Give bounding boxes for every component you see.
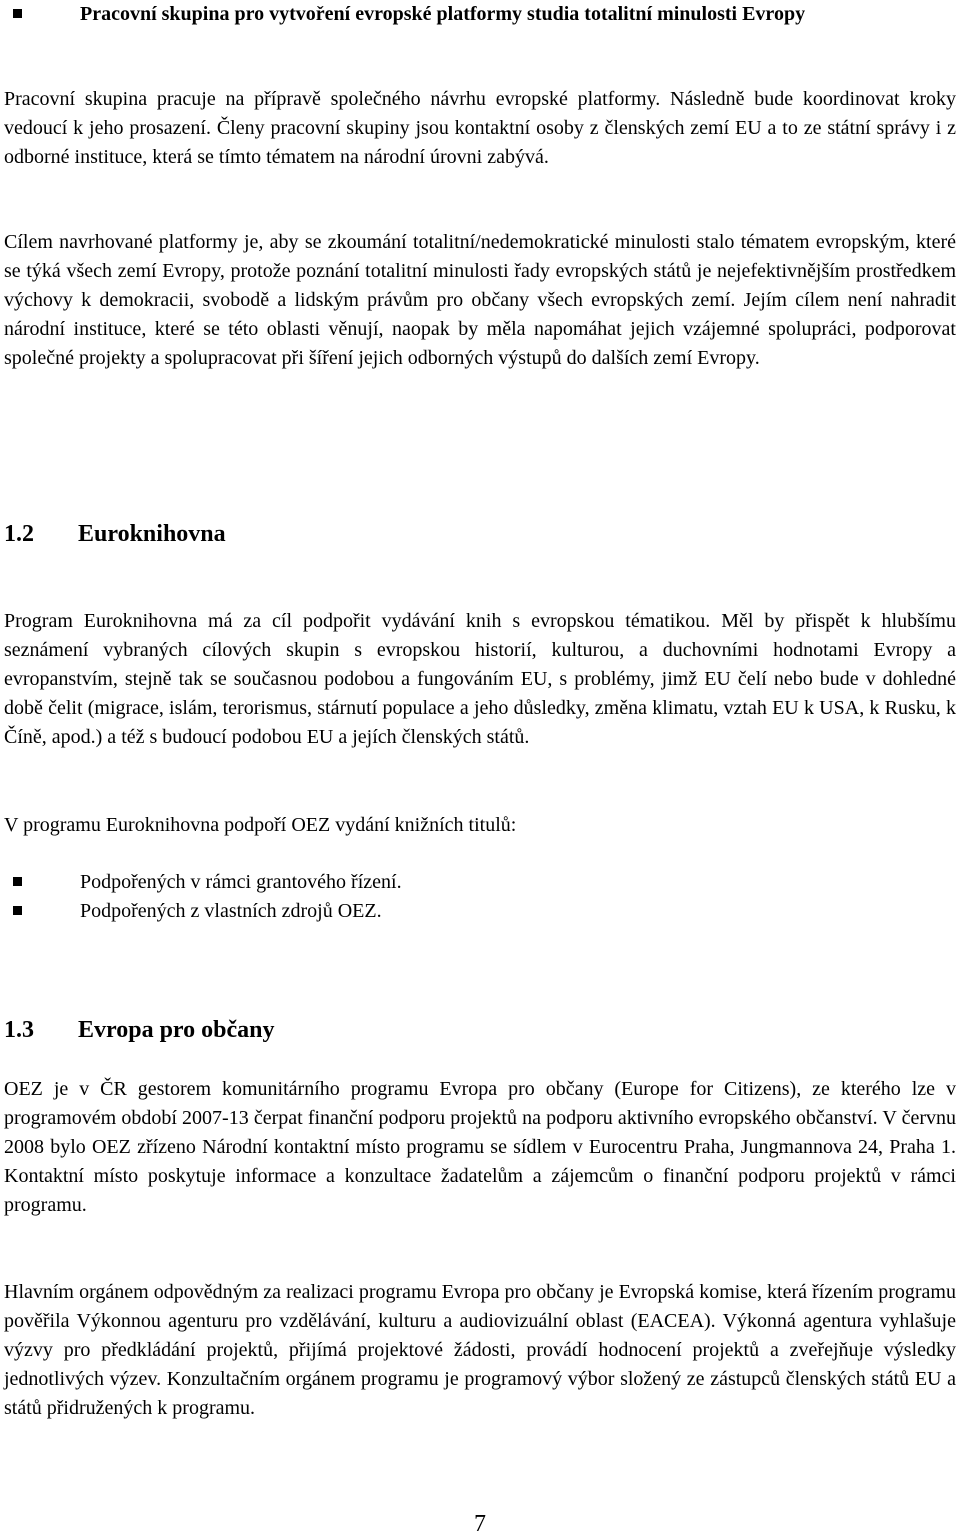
section-number: 1.3 [4,1017,34,1043]
bullet-heading-text: Pracovní skupina pro vytvoření evropské platformy studia totalitní minulosti Evropy [80,3,806,25]
section-title: Evropa pro občany [78,1017,275,1043]
paragraph: Hlavním orgánem odpovědným za realizaci programu Evropa pro občany je Evropská komise, která řízením programu pověřila Výkonnou agenturu pro vzdělávání, kulturu a audiovizuální oblast (EACEA). Výkonná agentura vyhlašuje výzvy pro předkládání projektů, přijímá projektové žádosti, provádí hodnocení projektů a zveřejňuje výsledky jednotlivých výzev. Konzultačním orgánem programu je programový výbor složený ze zástupců členských států EU a států přidružených k programu. [4,1281,956,1419]
list-item [4,897,956,926]
square-bullet-icon [13,877,22,886]
section-heading-1-2 [4,518,956,550]
paragraph: Pracovní skupina pracuje na přípravě společného návrhu evropské platformy. Následně bude koordinovat kroky vedoucí k jeho prosazení. Členy pracovní skupiny jsou kontaktní osoby z členských zemí EU a to ze státní správy i z odborné instituce, která se tímto tématem na národní úrovni zabývá. [4,88,956,168]
list-item-text: Podpořených v rámci grantového řízení. [80,871,402,893]
paragraph: V programu Euroknihovna podpoří OEZ vydání knižních titulů: [4,814,517,836]
paragraph: Program Euroknihovna má za cíl podpořit vydávání knih s evropskou tématikou. Měl by přispět k hlubšímu seznámení vybraných cílových skupin s evropskou historií, kulturou, a duchovními hodnotami Evropy a evropanstvím, stejně tak se současnou podobou a fungováním EU, s problémy, jimž EU čelí nebo bude v dohledné době čelit (migrace, islám, terorismus, stárnutí populace a jeho důsledky, změna klimatu, vztah EU k USA, k Rusku, k Číně, apod.) a též s budoucí podobou EU a jejích členských států. [4,610,956,748]
page-number: 7 [474,1511,486,1537]
list-item [4,868,956,897]
list-item-text: Podpořených z vlastních zdrojů OEZ. [80,900,382,922]
section-title: Euroknihovna [78,521,226,547]
paragraph: OEZ je v ČR gestorem komunitárního programu Evropa pro občany (Europe for Citizens), ze kterého lze v programovém období 2007-13 čerpat finanční podporu projektů na podporu aktivního evropského občanství. V červnu 2008 bylo OEZ zřízeno Národní kontaktní místo programu se sídlem v Eurocentru Praha, Jungmannova 24, Praha 1. Kontaktní místo poskytuje informace a konzultace žadatelům a zájemcům o finanční podporu projektů v rámci programu. [4,1078,956,1216]
section-heading-1-3 [4,1014,956,1046]
square-bullet-icon [13,9,22,18]
paragraph: Cílem navrhované platformy je, aby se zkoumání totalitní/nedemokratické minulosti stalo tématem evropským, které se týká všech zemí Evropy, protože poznání totalitní minulosti řady evropských států je nejefektivnějším prostředkem výchovy k demokracii, svobodě a lidským právům pro občany všech evropských zemí. Jejím cílem není nahradit národní instituce, které se této oblasti věnují, naopak by měla napomáhat jejich vzájemné spolupráci, podporovat společné projekty a spolupracovat při šíření jejich odborných výstupů do dalších zemí Evropy. [4,231,956,369]
square-bullet-icon [13,906,22,915]
bullet-list [4,868,956,926]
bullet-heading-platform [4,0,956,29]
section-number: 1.2 [4,521,34,547]
